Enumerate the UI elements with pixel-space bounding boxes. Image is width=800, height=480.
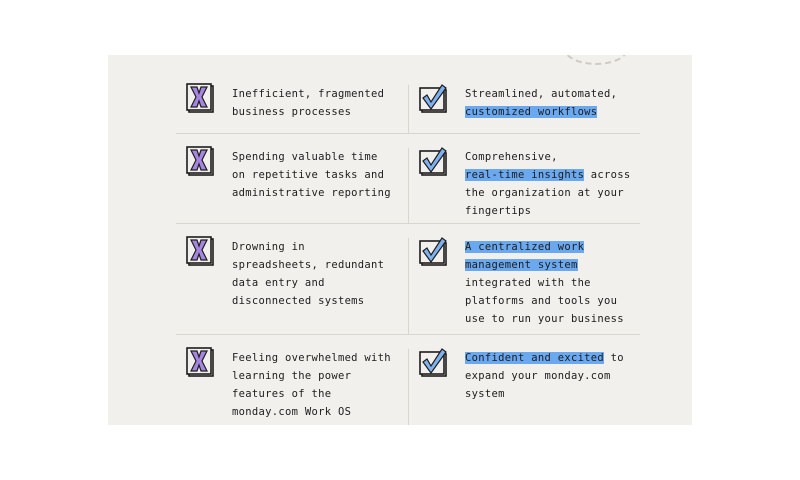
check-mark-icon — [419, 236, 447, 266]
comparison-grid — [176, 71, 640, 425]
comparison-row — [176, 335, 640, 425]
problem-cell — [176, 335, 408, 425]
solution-cell — [408, 134, 640, 223]
x-mark-icon — [186, 146, 214, 176]
check-mark-icon — [419, 83, 447, 113]
problem-cell — [176, 71, 408, 133]
problem-cell — [176, 224, 408, 334]
problem-text: Spending valuable time on repetitive tasks and administrative reporting — [232, 151, 391, 199]
solution-text: Comprehensive, real-time insights across the organization at your fingertips — [465, 151, 631, 217]
comparison-row — [176, 224, 640, 335]
solution-cell — [408, 71, 640, 133]
solution-cell — [408, 335, 640, 425]
x-mark-icon — [186, 347, 214, 377]
comparison-row — [176, 71, 640, 134]
x-mark-icon — [186, 83, 214, 113]
solution-text: Streamlined, automated, customized workflows — [465, 88, 618, 118]
check-mark-icon — [419, 347, 447, 377]
dashed-circle-decoration — [564, 55, 628, 65]
check-mark-icon — [419, 146, 447, 176]
solution-text: A centralized work management system integrated with the platforms and tools you use to run your business — [465, 241, 624, 325]
problem-text: Inefficient, fragmented business processes — [232, 88, 385, 118]
solution-text: Confident and excited to expand your monday.com system — [465, 352, 624, 400]
problem-cell — [176, 134, 408, 223]
comparison-panel — [108, 55, 692, 425]
problem-text: Drowning in spreadsheets, redundant data entry and disconnected systems — [232, 241, 385, 307]
comparison-row — [176, 134, 640, 224]
x-mark-icon — [186, 236, 214, 266]
problem-text: Feeling overwhelmed with learning the power features of the monday.com Work OS — [232, 352, 391, 418]
solution-cell — [408, 224, 640, 334]
